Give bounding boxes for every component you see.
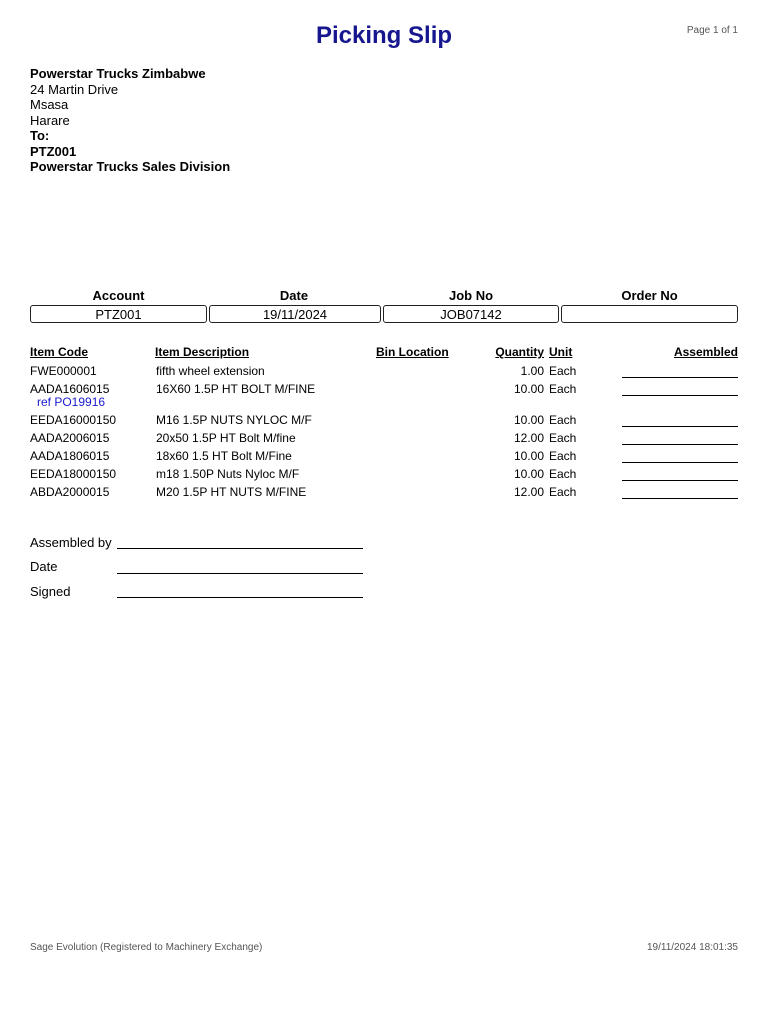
assembled-line <box>622 377 738 378</box>
date-value: 19/11/2024 <box>209 305 381 323</box>
table-row <box>0 467 768 485</box>
page-number: Page 1 of 1 <box>686 25 738 36</box>
item-description: fifth wheel extension <box>156 364 265 378</box>
account-value: PTZ001 <box>30 305 207 323</box>
address-block <box>30 66 230 175</box>
document-title: Picking Slip <box>315 22 453 49</box>
footer-software: Sage Evolution (Registered to Machinery Exchange) <box>30 942 263 953</box>
assembled-line <box>622 395 738 396</box>
item-unit: Each <box>549 485 577 499</box>
assembled-by-line <box>117 548 363 549</box>
assembled-line <box>622 426 738 427</box>
table-row <box>0 449 768 467</box>
order-value <box>561 305 738 323</box>
job-label: Job No <box>448 288 494 303</box>
table-row <box>0 431 768 449</box>
to-name: Powerstar Trucks Sales Division <box>30 159 231 174</box>
signed-line <box>117 597 363 598</box>
account-label: Account <box>92 288 145 303</box>
item-quantity: 10.00 <box>513 413 544 427</box>
item-description: 16X60 1.5P HT BOLT M/FINE <box>156 382 316 396</box>
item-unit: Each <box>549 413 577 427</box>
item-reference: ref PO19916 <box>37 395 106 409</box>
item-description: m18 1.50P Nuts Nyloc M/F <box>156 467 300 481</box>
assembled-line <box>622 498 738 499</box>
col-assembled: Assembled <box>673 345 738 359</box>
assembled-line <box>622 444 738 445</box>
assembled-by-label: Assembled by <box>30 535 112 550</box>
item-unit: Each <box>549 382 577 396</box>
job-value: JOB07142 <box>383 305 559 323</box>
from-street: 24 Martin Drive <box>30 81 119 97</box>
table-row <box>0 382 768 412</box>
item-quantity: 12.00 <box>513 431 544 445</box>
from-suburb: Msasa <box>30 97 69 112</box>
item-code: AADA1606015 <box>30 382 110 396</box>
item-code: ABDA2000015 <box>30 485 110 499</box>
signed-label: Signed <box>30 584 71 599</box>
assembled-line <box>622 462 738 463</box>
col-item-description: Item Description <box>155 345 250 359</box>
assembled-line <box>622 480 738 481</box>
item-code: FWE000001 <box>30 364 97 378</box>
item-code: EEDA18000150 <box>30 467 117 481</box>
table-row <box>0 413 768 431</box>
from-company: Powerstar Trucks Zimbabwe <box>30 66 206 81</box>
item-unit: Each <box>549 431 577 445</box>
item-quantity: 12.00 <box>513 485 544 499</box>
item-unit: Each <box>549 449 577 463</box>
col-quantity: Quantity <box>495 345 544 359</box>
order-label: Order No <box>621 288 678 303</box>
item-description: M16 1.5P NUTS NYLOC M/F <box>156 413 312 427</box>
from-city: Harare <box>30 112 70 128</box>
col-unit: Unit <box>549 345 573 359</box>
signoff-date-label: Date <box>30 559 58 574</box>
item-description: 20x50 1.5P HT Bolt M/fine <box>156 431 296 445</box>
table-row <box>0 485 768 503</box>
date-label: Date <box>279 288 309 303</box>
to-code: PTZ001 <box>30 143 77 159</box>
footer-timestamp: 19/11/2024 18:01:35 <box>646 942 738 953</box>
item-quantity: 10.00 <box>513 382 544 396</box>
col-item-code: Item Code <box>30 345 89 359</box>
col-bin-location: Bin Location <box>376 345 449 359</box>
item-quantity: 10.00 <box>513 467 544 481</box>
item-description: 18x60 1.5 HT Bolt M/Fine <box>156 449 292 463</box>
item-description: M20 1.5P HT NUTS M/FINE <box>156 485 307 499</box>
item-quantity: 10.00 <box>513 449 544 463</box>
item-code: EEDA16000150 <box>30 413 117 427</box>
item-quantity: 1.00 <box>520 364 544 378</box>
item-code: AADA2006015 <box>30 431 110 445</box>
signoff-date-line <box>117 573 363 574</box>
table-row <box>0 364 768 382</box>
item-code: AADA1806015 <box>30 449 110 463</box>
item-unit: Each <box>549 467 577 481</box>
item-unit: Each <box>549 364 577 378</box>
to-label: To: <box>30 128 50 143</box>
